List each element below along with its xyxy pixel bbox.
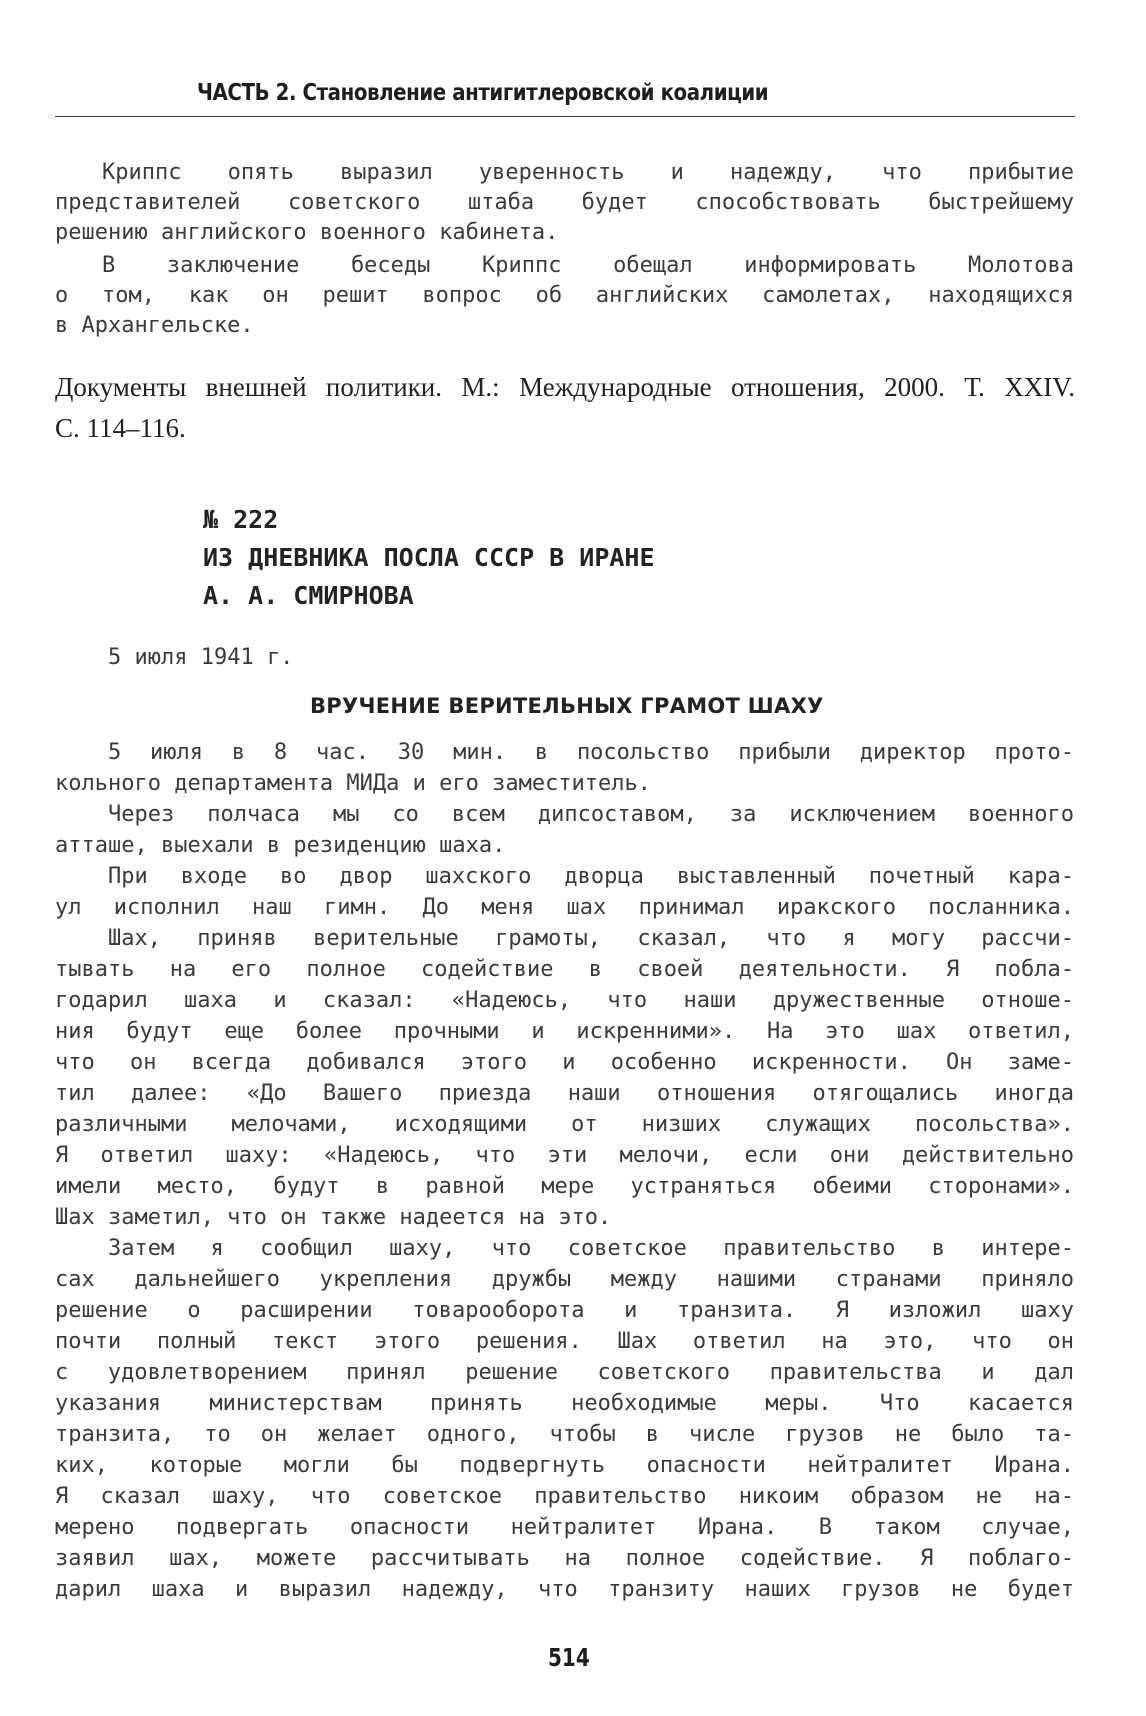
- document-number: № 222: [203, 505, 279, 534]
- body-line: тил далее: «До Вашего приезда наши отношения отягощались иногда: [55, 1081, 1074, 1106]
- running-head: ЧАСТЬ 2. Становление антигитлеровской коалиции: [197, 80, 769, 106]
- prev-para-1-line-3: решению английского военного кабинета.: [55, 220, 559, 245]
- citation-line-2: С. 114–116.: [55, 413, 186, 443]
- prev-para-2-line-1: В заключение беседы Криппс обещал информировать Молотова: [102, 253, 1074, 278]
- page-number: 514: [548, 1643, 590, 1672]
- body-line: Через полчаса мы со всем дипсоставом, за исключением военного: [108, 802, 1074, 827]
- body-line: атташе, выехали в резиденцию шаха.: [55, 833, 506, 858]
- body-line: Затем я сообщил шаху, что советское правительство в интере-: [108, 1236, 1074, 1261]
- body-line: указания министерствам принять необходимые меры. Что касается: [55, 1391, 1074, 1416]
- body-line: сах дальнейшего укрепления дружбы между нашими странами приняло: [55, 1267, 1074, 1292]
- body-line: 5 июля в 8 час. 30 мин. в посольство прибыли директор прото-: [108, 740, 1074, 765]
- header-rule: [55, 116, 1075, 117]
- body-line: с удовлетворением принял решение советского правительства и дал: [55, 1360, 1074, 1385]
- document-subheading: ВРУЧЕНИЕ ВЕРИТЕЛЬНЫХ ГРАМОТ ШАХУ: [310, 694, 824, 718]
- body-line: кольного департамента МИДа и его заместитель.: [55, 771, 652, 796]
- body-line: годарил шаха и сказал: «Надеюсь, что наши дружественные отноше-: [55, 988, 1074, 1013]
- body-line: ул исполнил наш гимн. До меня шах принимал иракского посланника.: [55, 895, 1074, 920]
- body-line: имели место, будут в равной мере устраняться обеими сторонами».: [55, 1174, 1074, 1199]
- body-line: различными мелочами, исходящими от низших служащих посольства».: [55, 1112, 1074, 1137]
- body-line: ких, которые могли бы подвергнуть опасности нейтралитет Ирана.: [55, 1453, 1074, 1478]
- citation-line-1: Документы внешней политики. М.: Международные отношения, 2000. Т. XXIV.: [55, 372, 1075, 402]
- body-line: транзита, то он желает одного, чтобы в числе грузов не было та-: [55, 1422, 1074, 1447]
- prev-para-2-line-3: в Архангельске.: [55, 313, 254, 338]
- prev-para-2-line-2: о том, как он решит вопрос об английских самолетах, находящихся: [55, 283, 1074, 308]
- document-title-line-2: А. А. СМИРНОВА: [203, 581, 414, 610]
- document-date: 5 июля 1941 г.: [108, 645, 294, 670]
- body-line: Шах, приняв верительные грамоты, сказал, что я могу рассчи-: [108, 926, 1074, 951]
- body-line: Я сказал шаху, что советское правительство никоим образом не на-: [55, 1484, 1074, 1509]
- body-line: мерено подвергать опасности нейтралитет Ирана. В таком случае,: [55, 1515, 1074, 1540]
- body-line: тывать на его полное содействие в своей деятельности. Я побла-: [55, 957, 1074, 982]
- body-line: что он всегда добивался этого и особенно искренности. Он заме-: [55, 1050, 1074, 1075]
- document-title-line-1: ИЗ ДНЕВНИКА ПОСЛА СССР В ИРАНЕ: [203, 543, 655, 572]
- prev-para-1-line-1: Криппс опять выразил уверенность и надежду, что прибытие: [102, 160, 1074, 185]
- body-line: решение о расширении товарооборота и транзита. Я изложил шаху: [55, 1298, 1074, 1323]
- body-line: ния будут еще более прочными и искренними». На это шах ответил,: [55, 1019, 1074, 1044]
- body-line: заявил шах, можете рассчитывать на полное содействие. Я поблаго-: [55, 1546, 1074, 1571]
- body-line: Я ответил шаху: «Надеюсь, что эти мелочи, если они действительно: [55, 1143, 1074, 1168]
- body-line: почти полный текст этого решения. Шах ответил на это, что он: [55, 1329, 1074, 1354]
- body-line: дарил шаха и выразил надежду, что транзиту наших грузов не будет: [55, 1577, 1074, 1602]
- body-line: При входе во двор шахского дворца выставленный почетный кара-: [108, 864, 1074, 889]
- body-line: Шах заметил, что он также надеется на это.: [55, 1205, 612, 1230]
- prev-para-1-line-2: представителей советского штаба будет способствовать быстрейшему: [55, 190, 1074, 215]
